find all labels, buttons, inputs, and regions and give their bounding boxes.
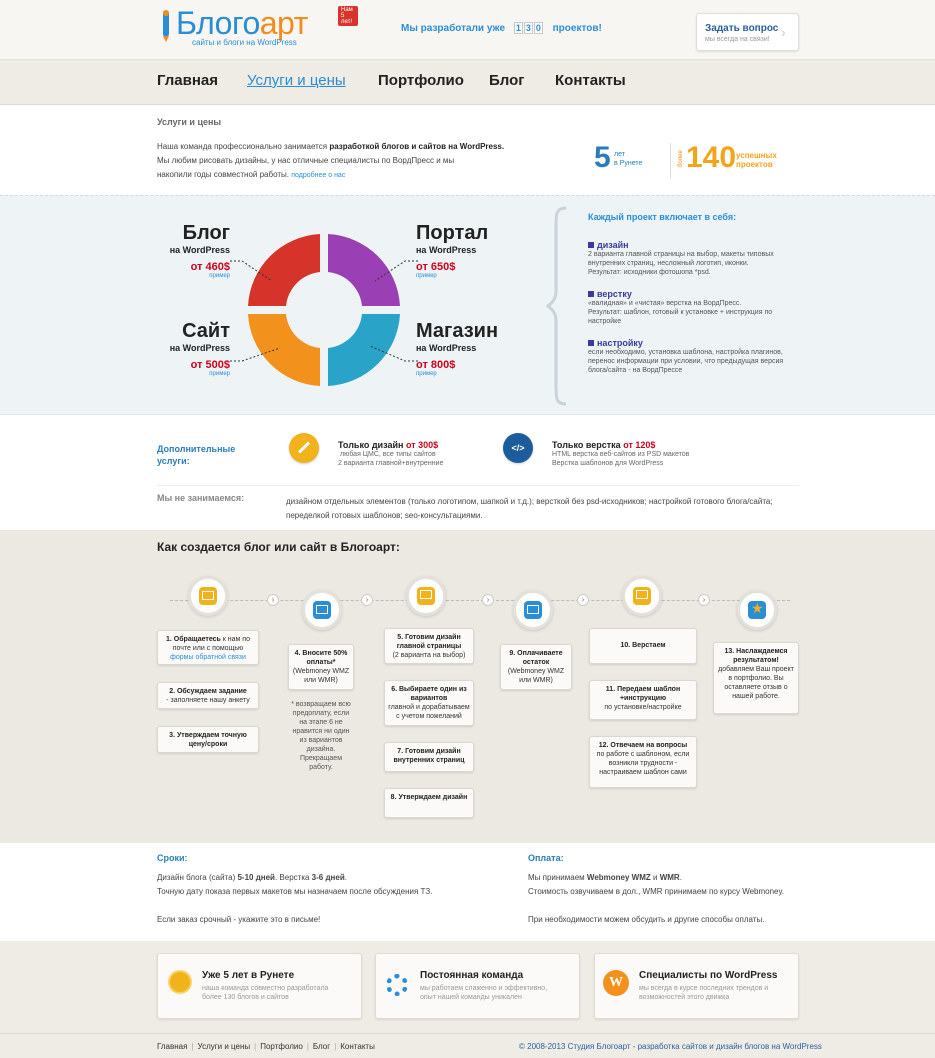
step-11-text: по установке/настройке xyxy=(604,704,682,711)
include-desc-line: «валидная» и «чистая» верстка на ВордПресс. xyxy=(588,300,742,307)
brace-divider xyxy=(546,206,570,406)
intro-line3: накопили годы совместной работы. xyxy=(157,170,289,179)
intro-line2: Мы любим рисовать дизайны, у нас отличные специалисты по ВордПресс и мы xyxy=(157,156,455,165)
feature-years xyxy=(157,953,362,1019)
ask-question-subtitle: мы всегда на связи! xyxy=(705,36,770,43)
services-section xyxy=(0,195,935,415)
include-setup-title: настройку xyxy=(597,338,643,348)
monitor-icon xyxy=(420,590,432,599)
step-12 xyxy=(589,736,697,788)
terms-section xyxy=(0,843,935,941)
next-arrow-icon: › xyxy=(577,594,589,606)
service-portal[interactable] xyxy=(416,222,506,279)
header xyxy=(0,0,935,60)
service-blog-title: Блог xyxy=(182,222,230,244)
include-layout-title: верстку xyxy=(597,289,632,299)
layout-only-price: от 120$ xyxy=(623,440,656,450)
copyright: © 2008-2013 Студия Блогоарт - разработка сайтов и дизайн блогов на WordPress xyxy=(519,1042,822,1051)
extras-label-1: Дополнительные xyxy=(157,444,236,454)
service-site-title: Сайт xyxy=(182,320,230,342)
service-site[interactable] xyxy=(160,320,230,377)
next-arrow-icon: › xyxy=(482,594,494,606)
payment-text: Мы принимаем xyxy=(528,873,587,882)
nav-item-blog[interactable]: Блог xyxy=(489,72,525,89)
next-arrow-icon: › xyxy=(698,594,710,606)
logo-text-blue: Блого xyxy=(176,5,260,41)
counter-digit: 0 xyxy=(535,23,541,33)
service-portal-sub: на WordPress xyxy=(416,245,477,255)
square-bullet-icon xyxy=(588,242,594,248)
feature-desc-line: наша команда совместно разработала xyxy=(202,985,329,992)
step-9-text: (Webmoney WMZ или WMR) xyxy=(507,668,565,684)
step-7 xyxy=(384,742,474,772)
include-desc-line: если необходимо, установка шаблона, настройка плагинов, xyxy=(588,349,783,356)
step-11-title: 11. Передаем шаблон +инструкцию xyxy=(605,686,681,702)
include-desc-line: блога/сайта - на ВордПрессе xyxy=(588,367,683,374)
service-blog-example[interactable]: пример xyxy=(209,273,230,279)
not-doing-label: Мы не занимаемся: xyxy=(157,493,245,503)
include-desc-line: внутренних страниц, несложный логотип, иконки. xyxy=(588,260,749,267)
step-12-text: по работе с шаблоном, если возникли трудности - настраиваем шаблон сами xyxy=(596,751,690,776)
code-icon: </> xyxy=(503,433,533,463)
nav-item-contacts[interactable]: Контакты xyxy=(555,72,626,89)
pin-design xyxy=(406,576,446,616)
footer xyxy=(0,1033,935,1058)
footer-link-services[interactable]: Услуги и цены xyxy=(197,1042,251,1051)
deadlines-text: Дизайн блога (сайта) xyxy=(157,873,238,882)
step-6-title: 6. Выбираете один из вариантов xyxy=(391,686,467,702)
service-site-sub: на WordPress xyxy=(169,343,230,353)
service-shop-example[interactable]: пример xyxy=(416,371,437,377)
stat-projects-prefix: более xyxy=(678,150,684,167)
project-counter xyxy=(401,22,602,34)
design-only-offer[interactable] xyxy=(338,441,443,468)
include-layout-desc xyxy=(588,299,788,326)
step-3-title: 3. Утверждаем точную цену/сроки xyxy=(169,732,247,748)
wallet-icon xyxy=(316,605,328,614)
step-3 xyxy=(157,726,259,753)
service-shop-sub: на WordPress xyxy=(416,343,477,353)
service-site-example[interactable]: пример xyxy=(209,371,230,377)
ask-question-button[interactable] xyxy=(696,13,799,51)
counter-prefix: Мы разработали уже xyxy=(401,23,506,34)
service-shop[interactable] xyxy=(416,320,506,377)
pencil-logo-icon xyxy=(158,10,174,44)
deadlines-design-days: 5-10 дней xyxy=(237,873,275,882)
stat-projects-label1: успешных xyxy=(736,151,777,160)
payment-text: . xyxy=(679,873,682,882)
footer-link-blog[interactable]: Блог xyxy=(312,1042,331,1051)
service-shop-price: от 800$ xyxy=(416,359,456,371)
step-7-title: 7. Готовим дизайн внутренних страниц xyxy=(393,748,465,764)
design-only-price: от 300$ xyxy=(405,440,439,450)
about-link[interactable]: подробнее о нас xyxy=(291,172,346,179)
square-bullet-icon xyxy=(588,340,594,346)
footer-link-contacts[interactable]: Контакты xyxy=(340,1042,375,1051)
process-heading: Как создается блог или сайт в Блогоарт: xyxy=(157,540,400,554)
step-6 xyxy=(384,680,474,726)
service-portal-price: от 650$ xyxy=(416,261,456,273)
include-desc-line: перенос информации при условии, что предыдущая версия xyxy=(588,358,784,365)
step-1-title: 1. Обращаетесь xyxy=(166,636,221,643)
pin-result xyxy=(737,590,777,630)
deadlines-text-3: Если заказ срочный - укажите это в письме! xyxy=(157,915,321,924)
step-1-text: к нам по почте или с помощью xyxy=(172,636,250,652)
step-10 xyxy=(589,628,697,664)
include-desc-line: настройке xyxy=(588,318,622,325)
include-setup xyxy=(588,338,798,348)
step-4-text: (Webmoney WMZ или WMR) xyxy=(292,668,350,684)
layout-only-line2: Верстка шаблонов для WordPress xyxy=(552,460,664,467)
page-title: Услуги и цены xyxy=(157,117,222,127)
intro-text-a: Наша команда профессионально занимается xyxy=(157,142,330,151)
design-only-line1: любая ЦМС, все типы сайтов xyxy=(340,451,436,458)
deadlines-text-2: Точную дату показа первых макетов мы назначаем после обсуждения ТЗ. xyxy=(157,887,433,896)
logo-tagline: сайты и блоги на WordPress xyxy=(192,38,297,47)
step-4-title: 4. Вносите 50% оплаты* xyxy=(294,650,348,666)
footer-link-portfolio[interactable]: Портфолио xyxy=(260,1042,303,1051)
feature-wordpress-title: Специалисты по WordPress xyxy=(639,970,778,981)
include-desc-line: Результат: шаблон, готовый к установке + инструкция по xyxy=(588,309,773,316)
process-section xyxy=(0,530,935,843)
feature-years-title: Уже 5 лет в Рунете xyxy=(202,970,295,981)
step-2 xyxy=(157,682,259,709)
wordpress-icon: W xyxy=(603,970,629,996)
footer-nav: Главная | Услуги и цены | Портфолио | Блог | Контакты xyxy=(157,1042,375,1051)
design-only-title: Только дизайн xyxy=(338,440,404,450)
feature-desc-line: возможностей этого движка xyxy=(639,994,730,1001)
service-shop-title: Магазин xyxy=(416,320,499,342)
payment-text-3: При необходимости можем обсудить и другие способы оплаты. xyxy=(528,915,765,924)
square-bullet-icon xyxy=(588,291,594,297)
main-nav xyxy=(0,60,935,105)
pin-email xyxy=(188,576,228,616)
extras-label xyxy=(157,443,235,467)
pin-layout xyxy=(622,576,662,616)
deadlines-layout-days: 3-6 дней xyxy=(311,873,345,882)
feature-wordpress xyxy=(594,953,799,1019)
intro-text-bold: разработкой блогов и сайтов на WordPress. xyxy=(329,142,505,151)
features-section xyxy=(0,941,935,1033)
step-12-title: 12. Отвечаем на вопросы xyxy=(598,742,688,749)
step-13 xyxy=(713,642,799,714)
service-portal-title: Портал xyxy=(416,222,489,244)
deadlines-heading: Сроки: xyxy=(157,853,188,863)
step-4-note: * возвращаем всю предоплату, если на этапе 6 не нравится ни один из вариантов дизайна. Прекращаем работу. xyxy=(291,701,351,771)
not-doing-text xyxy=(286,495,806,523)
feature-desc-line: опыт нашей команды уникален xyxy=(420,994,522,1001)
service-site-price: от 500$ xyxy=(190,359,230,371)
step-8-title: 8. Утверждаем дизайн xyxy=(390,794,468,801)
feedback-form-link[interactable]: формы обратной связи xyxy=(170,654,246,661)
includes-heading: Каждый проект включает в себя: xyxy=(588,212,737,222)
feature-team-desc xyxy=(420,984,570,1002)
step-2-title: 2. Обсуждаем задание xyxy=(169,688,247,695)
footer-link-home[interactable]: Главная xyxy=(157,1042,188,1051)
anniversary-badge: Нам 5 лет! xyxy=(338,6,358,26)
step-11 xyxy=(589,680,697,720)
next-arrow-icon: › xyxy=(361,594,373,606)
feature-desc-line: мы работаем слаженно и эффективно, xyxy=(420,985,548,992)
feature-team xyxy=(375,953,580,1019)
not-doing-line2: переделкой готовых шаблонов; seo-консультациями. xyxy=(286,511,483,520)
include-layout xyxy=(588,289,798,299)
pin-wallet-2 xyxy=(513,590,553,630)
include-desc-line: 2 варианта главной страницы на выбор, макеты типовых xyxy=(588,251,774,258)
feature-desc-line: более 130 блогов и сайтов xyxy=(202,994,289,1001)
deadlines-text: . Верстка xyxy=(274,873,312,882)
include-setup-desc xyxy=(588,348,788,375)
star-icon: ★ xyxy=(751,600,764,616)
payment-text-2: Стоимость озвучиваем в дол., WMR принимаем по курсу Webmoney. xyxy=(528,887,785,896)
layout-only-line1: HTML верстка веб-сайтов из PSD макетов xyxy=(552,451,690,458)
service-portal-example[interactable]: пример xyxy=(416,273,437,279)
step-1 xyxy=(157,630,259,665)
step-5 xyxy=(384,628,474,664)
medal-icon xyxy=(168,970,192,994)
deadlines-text: . xyxy=(344,873,347,882)
payment-block xyxy=(528,851,808,927)
layout-only-offer[interactable] xyxy=(552,441,689,468)
includes-panel xyxy=(588,212,798,375)
divider xyxy=(670,143,671,179)
next-arrow-icon: › xyxy=(267,594,279,606)
intro-section xyxy=(0,105,935,195)
extras-section xyxy=(0,415,935,530)
step-5-title: 5. Готовим дизайн главной страницы xyxy=(396,634,462,650)
include-design xyxy=(588,240,798,250)
step-4 xyxy=(288,644,354,690)
gears-icon xyxy=(386,974,408,996)
design-only-line2: 2 варианта главной+внутренние xyxy=(338,460,444,467)
ask-question-title: Задать вопрос xyxy=(705,23,779,34)
stat-years-label2: в Рунете xyxy=(614,160,643,167)
step-5-text: (2 варианта на выбор) xyxy=(392,652,466,659)
nav-item-portfolio[interactable]: Портфолио xyxy=(378,72,464,89)
pin-wallet xyxy=(302,590,342,630)
payment-wmr: WMR xyxy=(659,873,680,882)
payment-text: и xyxy=(650,873,660,882)
step-8 xyxy=(384,788,474,818)
include-design-title: дизайн xyxy=(597,240,629,250)
step-2-text: - заполняете нашу анкету xyxy=(166,697,250,704)
counter-digit: 3 xyxy=(525,23,531,33)
chevron-right-icon: › xyxy=(781,24,786,40)
service-blog-sub: на WordPress xyxy=(169,245,230,255)
payment-wmz: Webmoney WMZ xyxy=(586,873,651,882)
monitor-code-icon xyxy=(636,590,648,599)
process-timeline xyxy=(170,600,790,601)
extras-label-2: услуги: xyxy=(157,456,190,466)
feature-years-desc xyxy=(202,984,352,1002)
envelope-icon xyxy=(202,591,214,600)
logo-text-orange: арт xyxy=(259,5,308,41)
wallet-icon xyxy=(527,605,539,614)
logo[interactable] xyxy=(158,6,358,52)
stat-years-value: 5 xyxy=(594,141,611,174)
feature-desc-line: мы всегда в курсе последних трендов и xyxy=(639,985,769,992)
layout-only-title: Только верстка xyxy=(552,440,621,450)
connector-lines xyxy=(230,236,420,386)
design-only-icon xyxy=(289,433,319,463)
stat-projects-value: 140 xyxy=(686,141,737,174)
stat-projects-label2: проектов xyxy=(736,160,773,169)
stat-years-label1: лет xyxy=(614,151,625,158)
intro-text xyxy=(157,140,557,183)
step-9-title: 9. Оплачиваете остаток xyxy=(509,650,563,666)
include-desc-line: Результат: исходники фотошопа *psd. xyxy=(588,269,711,276)
separator-line xyxy=(157,485,799,486)
nav-item-home[interactable]: Главная xyxy=(157,72,219,89)
not-doing-line1: дизайном отдельных элементов (только логотипом, шапкой и т.д.); версткой без psd-исходников; настройкой готового блога/сайта; xyxy=(286,497,773,506)
counter-digit: 1 xyxy=(515,23,521,33)
step-10-title: 10. Верстаем xyxy=(620,642,666,649)
step-13-title: 13. Наслаждаемся результатом! xyxy=(724,648,788,664)
service-blog-price: от 460$ xyxy=(190,261,230,273)
payment-heading: Оплата: xyxy=(528,853,564,863)
feature-team-title: Постоянная команда xyxy=(420,970,524,981)
step-6-text: главной и дорабатываем с учетом пожеланий xyxy=(388,704,470,720)
include-design-desc xyxy=(588,250,788,277)
nav-item-services[interactable]: Услуги и цены xyxy=(247,72,346,89)
step-13-text: добавляем Ваш проект в портфолио. Вы оставляете отзыв о нашей работе. xyxy=(718,666,794,700)
deadlines-block xyxy=(157,851,497,927)
stat-years xyxy=(594,143,664,177)
step-9 xyxy=(500,644,572,690)
feature-wordpress-desc xyxy=(639,984,789,1002)
stat-projects xyxy=(678,141,788,181)
service-blog[interactable] xyxy=(160,222,230,279)
counter-suffix: проектов! xyxy=(552,23,602,34)
